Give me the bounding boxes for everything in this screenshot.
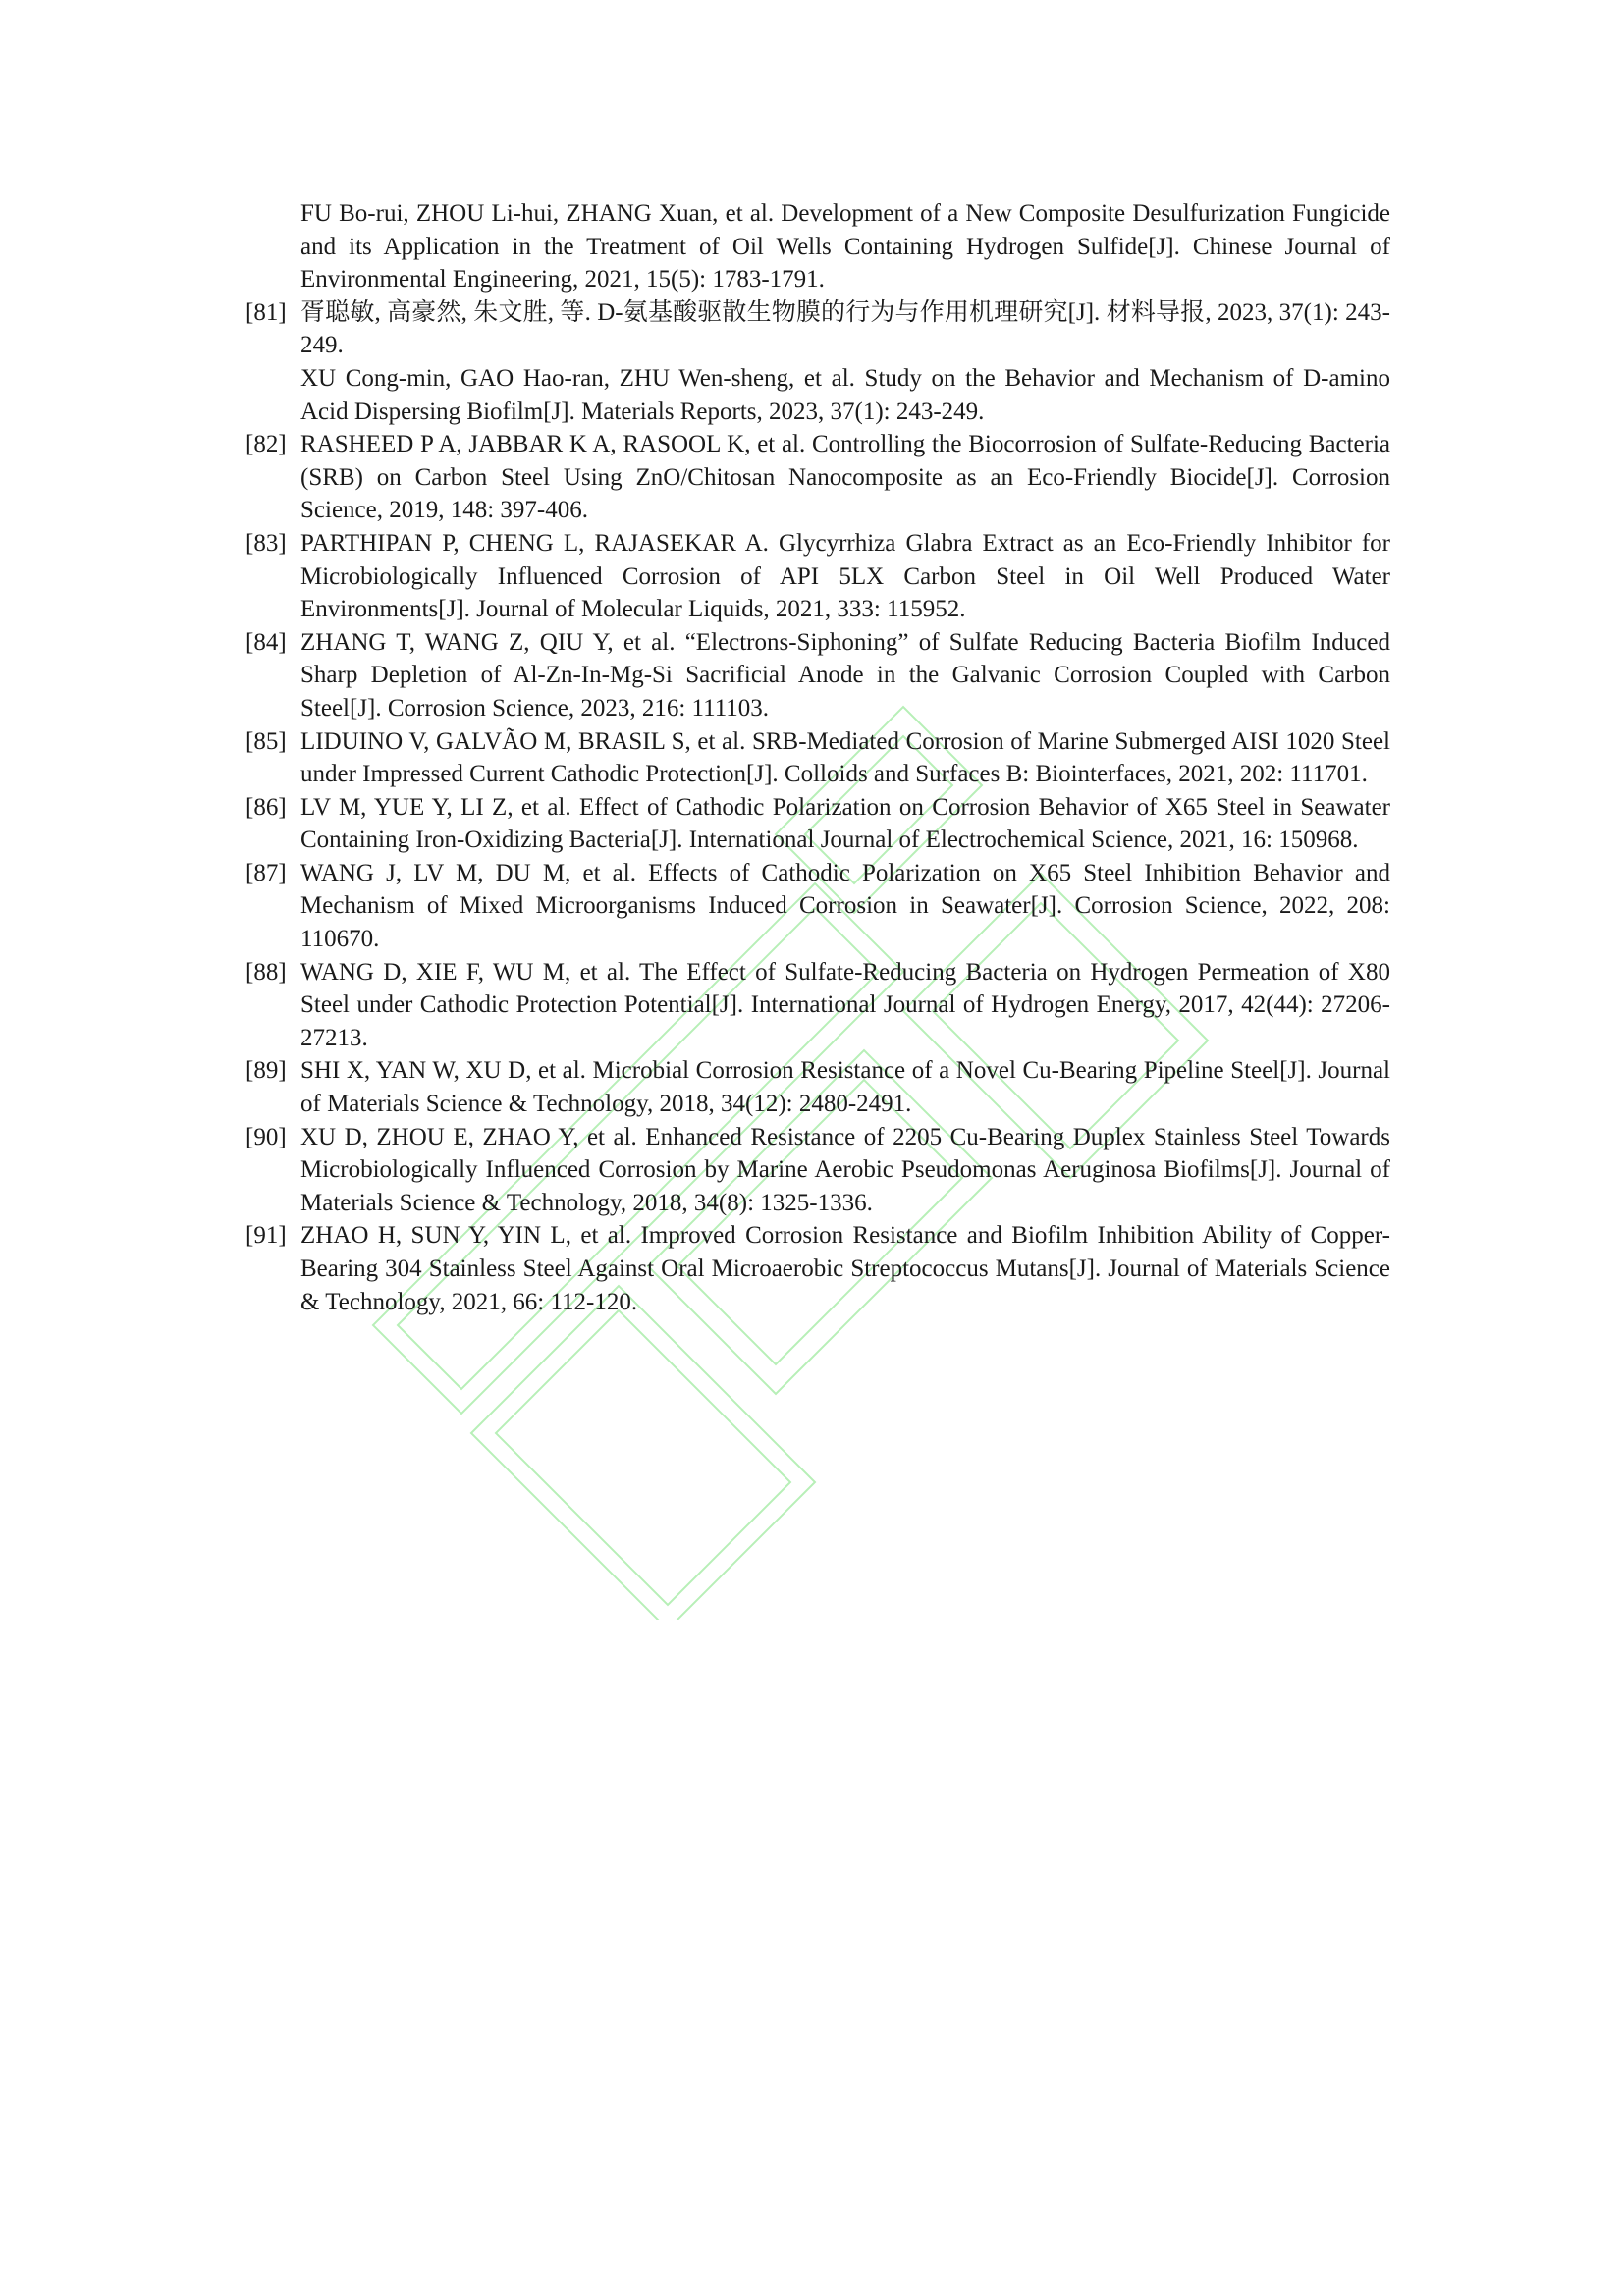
reference-number: [85] <box>245 727 287 755</box>
reference-text: WANG J, LV M, DU M, et al. Effects of Cathodic Polarization on X65 Steel Inhibition Behavior and Mechanism of Mixed Microorganisms Induced Corrosion in Seawater[J]. Corrosion Science, 2022, 208: 110670. <box>300 859 1390 953</box>
reference-text: PARTHIPAN P, CHENG L, RAJASEKAR A. Glycyrrhiza Glabra Extract as an Eco-Friendly Inhibitor for Microbiologically Influenced Corrosion of API 5LX Carbon Steel in Oil Well Produced Water Environments[J]. Journal of Molecular Liquids, 2021, 333: 115952. <box>300 529 1390 623</box>
reference-text: ZHANG T, WANG Z, QIU Y, et al. “Electrons-Siphoning” of Sulfate Reducing Bacteria Biofilm Induced Sharp Depletion of Al-Zn-In-Mg-Si Sacrificial Anode in the Galvanic Corrosion Coupled with Carbon Steel[J]. Corrosion Science, 2023, 216: 111103. <box>300 628 1390 721</box>
reference-item <box>245 296 1390 428</box>
reference-text: LV M, YUE Y, LI Z, et al. Effect of Cathodic Polarization on Corrosion Behavior of X65 Steel in Seawater Containing Iron-Oxidizing Bacteria[J]. International Journal of Electrochemical Science, 2021, 16: 150968. <box>300 793 1390 854</box>
reference-item <box>245 791 1390 857</box>
reference-text: RASHEED P A, JABBAR K A, RASOOL K, et al. Controlling the Biocorrosion of Sulfate-Reducing Bacteria (SRB) on Carbon Steel Using ZnO/Chitosan Nanocomposite as an Eco-Friendly Biocide[J]. Corrosion Science, 2019, 148: 397-406. <box>300 431 1390 524</box>
reference-text: SHI X, YAN W, XU D, et al. Microbial Corrosion Resistance of a Novel Cu-Bearing Pipeline Steel[J]. Journal of Materials Science & Technology, 2018, 34(12): 2480-2491. <box>300 1057 1390 1118</box>
reference-item <box>245 956 1390 1055</box>
reference-item <box>245 1121 1390 1220</box>
reference-number: [90] <box>245 1123 287 1150</box>
reference-number: [83] <box>245 529 287 557</box>
reference-text: 胥聪敏, 高豪然, 朱文胜, 等. D-氨基酸驱散生物膜的行为与作用机理研究[J]. 材料导报, 2023, 37(1): 243-249. <box>300 298 1390 359</box>
reference-item <box>245 725 1390 791</box>
reference-number: [86] <box>245 793 287 821</box>
reference-item <box>245 428 1390 527</box>
reference-number: [81] <box>245 298 287 326</box>
watermark-stroke <box>496 1310 790 1605</box>
reference-number: [88] <box>245 958 287 986</box>
reference-item <box>245 1054 1390 1120</box>
watermark-stroke <box>471 1286 815 1620</box>
reference-number: [82] <box>245 431 287 458</box>
reference-text: WANG D, XIE F, WU M, et al. The Effect of Sulfate-Reducing Bacteria on Hydrogen Permeation of X80 Steel under Cathodic Protection Potential[J]. International Journal of Hydrogen Energy, 2017, 42(44): 27206-27213. <box>300 958 1390 1051</box>
reference-item <box>245 527 1390 626</box>
reference-item <box>245 857 1390 956</box>
reference-continuation: FU Bo-rui, ZHOU Li-hui, ZHANG Xuan, et al. Development of a New Composite Desulfurization Fungicide and its Application in the Treatment of Oil Wells Containing Hydrogen Sulfide[J]. Chinese Journal of Environmental Engineering, 2021, 15(5): 1783-1791. <box>300 200 1390 294</box>
reference-item <box>245 626 1390 725</box>
reference-number: [89] <box>245 1057 287 1085</box>
reference-text: XU D, ZHOU E, ZHAO Y, et al. Enhanced Resistance of 2205 Cu-Bearing Duplex Stainless Steel Towards Microbiologically Influenced Corrosion by Marine Aerobic Pseudomonas Aeruginosa Biofilms[J]. Journal of Materials Science & Technology, 2018, 34(8): 1325-1336. <box>300 1123 1390 1216</box>
reference-list <box>245 197 1390 1318</box>
reference-number: [87] <box>245 859 287 886</box>
reference-item <box>245 1219 1390 1318</box>
reference-text: LIDUINO V, GALVÃO M, BRASIL S, et al. SRB-Mediated Corrosion of Marine Submerged AISI 1020 Steel under Impressed Current Cathodic Protection[J]. Colloids and Surfaces B: Biointerfaces, 2021, 202: 111701. <box>300 727 1390 788</box>
reference-number: [91] <box>245 1222 287 1250</box>
reference-body <box>300 296 1390 428</box>
reference-text: ZHAO H, SUN Y, YIN L, et al. Improved Corrosion Resistance and Biofilm Inhibition Ability of Copper-Bearing 304 Stainless Steel Against Oral Microaerobic Streptococcus Mutans[J]. Journal of Materials Science & Technology, 2021, 66: 112-120. <box>300 1222 1390 1315</box>
reference-number: [84] <box>245 628 287 656</box>
reference-translation: XU Cong-min, GAO Hao-ran, ZHU Wen-sheng, et al. Study on the Behavior and Mechanism of D-amino Acid Dispersing Biofilm[J]. Materials Reports, 2023, 37(1): 243-249. <box>300 364 1390 425</box>
